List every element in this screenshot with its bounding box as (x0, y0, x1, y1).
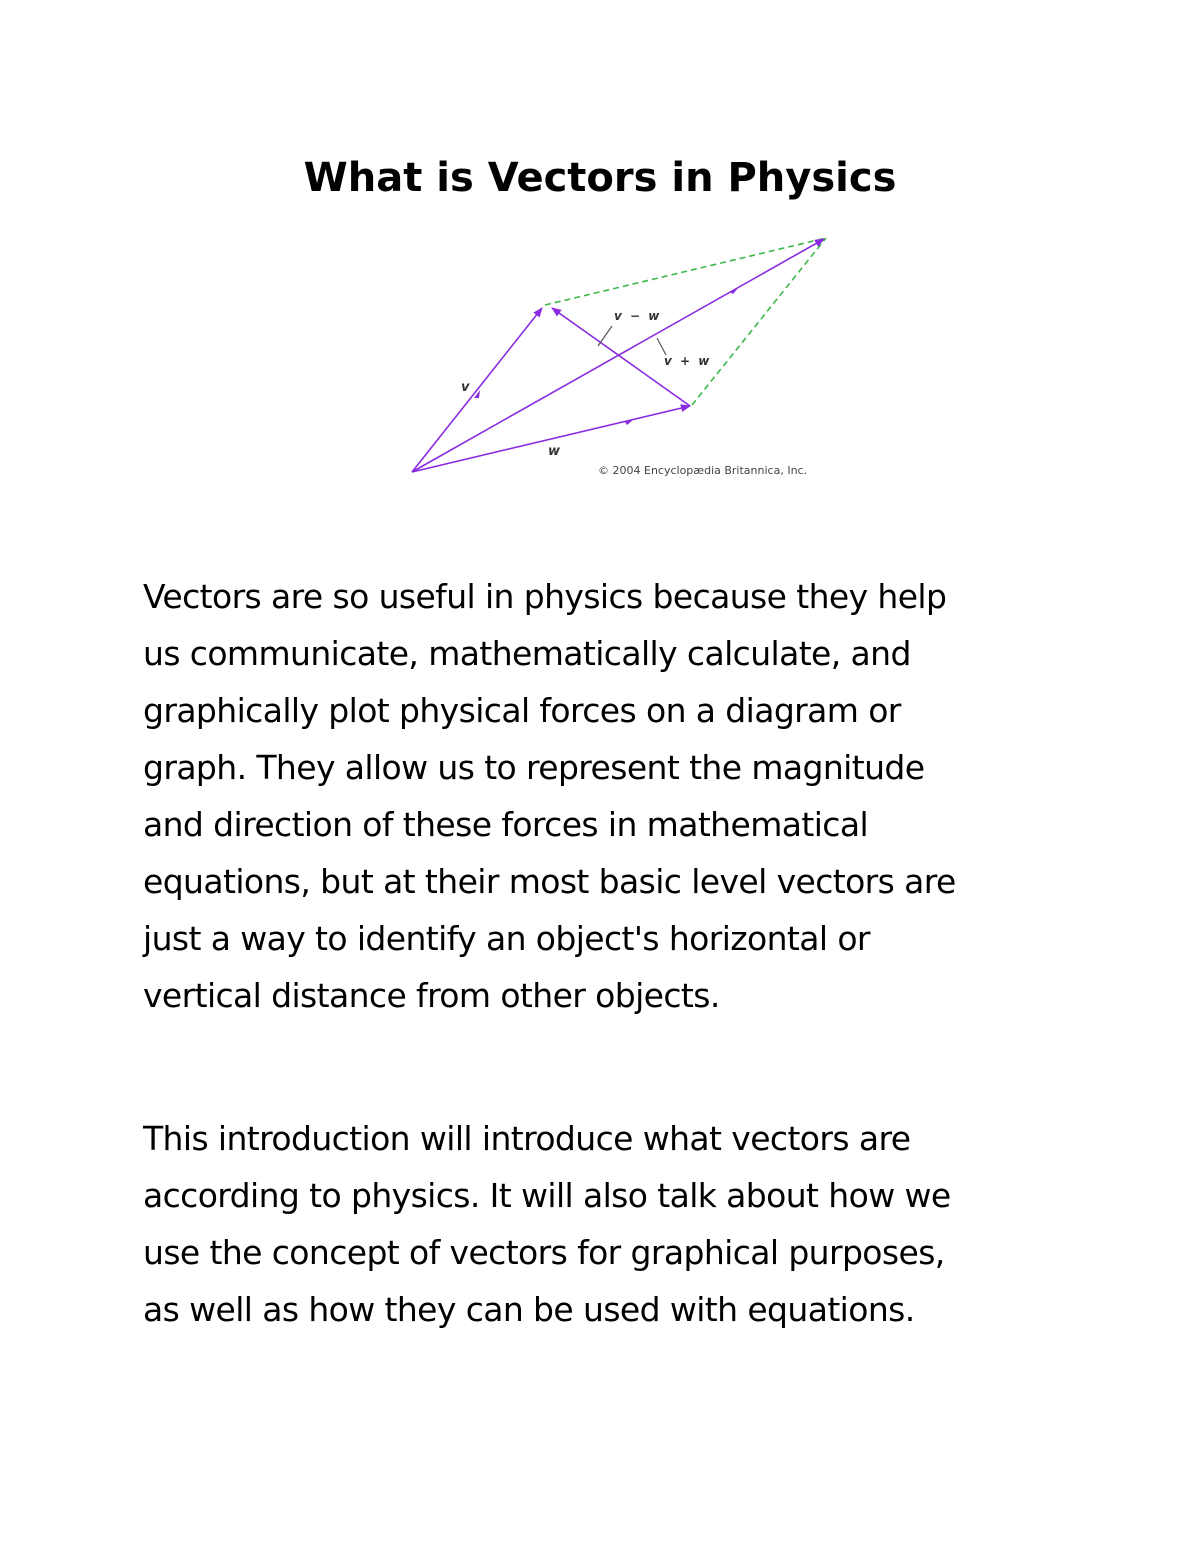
label-v-minus-w: v − w (614, 309, 662, 323)
v-plus-w-leader-line (657, 338, 666, 355)
parallelogram-top-edge (545, 238, 826, 305)
paragraph-line: graph. They allow us to represent the magnitude (143, 748, 925, 787)
page-title: What is Vectors in Physics (303, 155, 897, 201)
paragraph-1 (143, 568, 1043, 1024)
paragraph-line: Vectors are so useful in physics because they help (143, 577, 947, 616)
paragraph-line: and direction of these forces in mathematical (143, 805, 869, 844)
paragraph-line: use the concept of vectors for graphical purposes, (143, 1233, 945, 1272)
paragraph-line: us communicate, mathematically calculate, and (143, 634, 911, 673)
paragraph-line: graphically plot physical forces on a diagram or (143, 691, 901, 730)
figure-copyright: © 2004 Encyclopædia Britannica, Inc. (598, 464, 808, 477)
parallelogram-right-edge (692, 238, 826, 405)
paragraph-line: as well as how they can be used with equations. (143, 1290, 915, 1329)
paragraph-line: according to physics. It will also talk about how we (143, 1176, 951, 1215)
vector-addition-figure (400, 228, 840, 484)
label-v-plus-w: v + w (664, 354, 712, 368)
v-minus-w-leader-line (598, 326, 612, 346)
paragraph-line: just a way to identify an object's horizontal or (143, 919, 870, 958)
label-w: w (548, 444, 561, 459)
label-v: v (461, 380, 470, 395)
paragraph-line: vertical distance from other objects. (143, 976, 720, 1015)
paragraph-2 (143, 1110, 1043, 1338)
vector-v-arrow (412, 308, 542, 472)
paragraph-line: This introduction will introduce what vectors are (143, 1119, 911, 1158)
paragraph-line: equations, but at their most basic level vectors are (143, 862, 956, 901)
vector-w-arrow (412, 406, 690, 472)
